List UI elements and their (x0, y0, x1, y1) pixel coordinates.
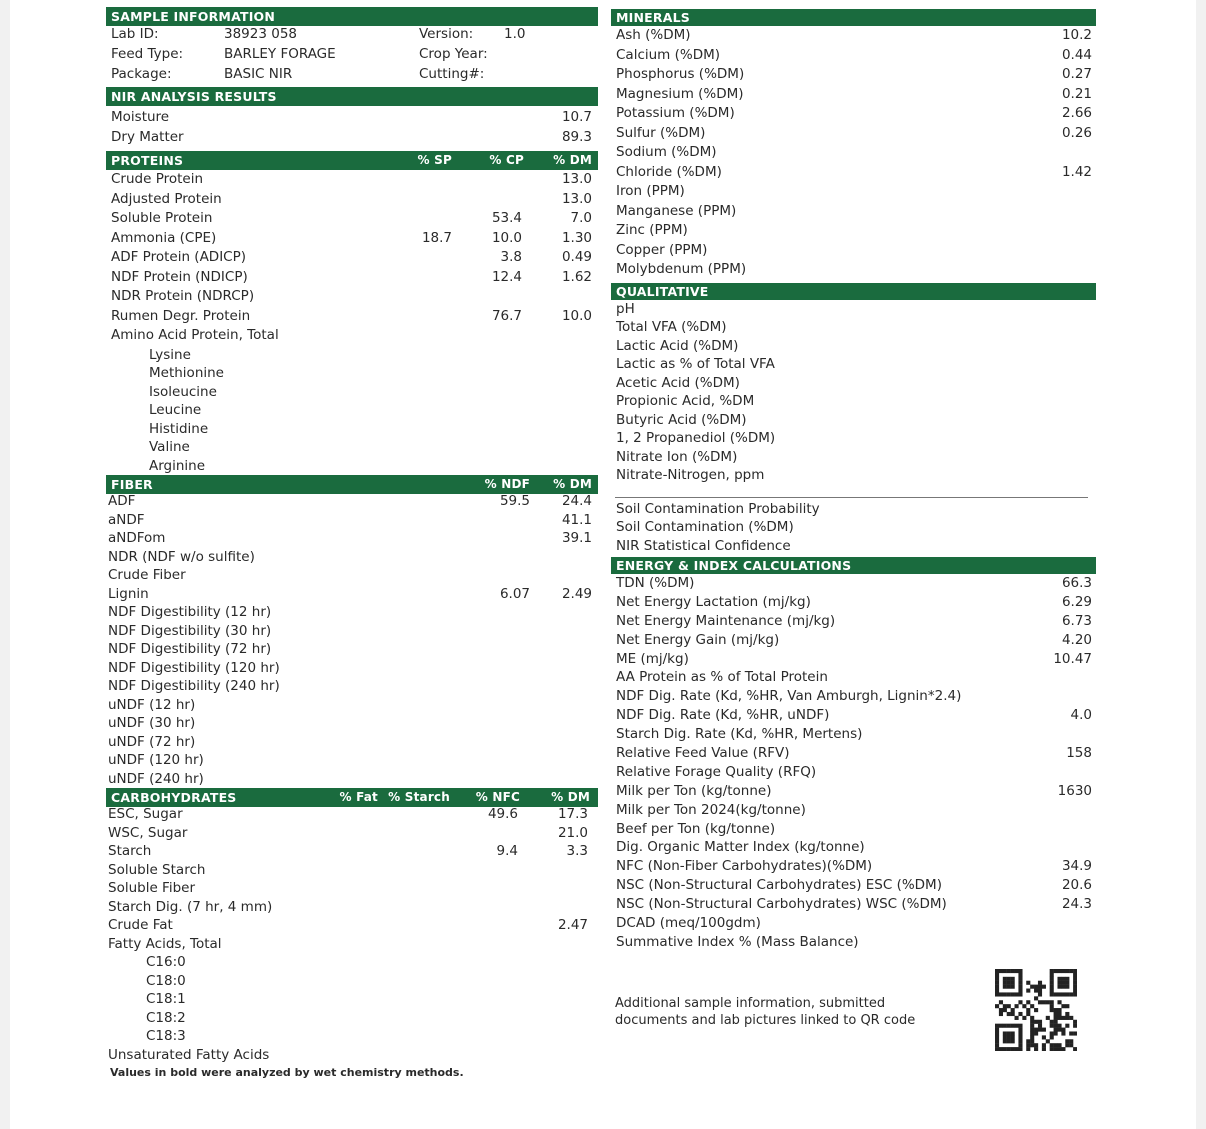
row-label: NSC (Non-Structural Carbohydrates) ESC (%DM) (616, 877, 942, 894)
table-row (611, 163, 1096, 183)
row-value: 13.0 (561, 171, 592, 187)
row-label: uNDF (120 hr) (108, 752, 204, 768)
row-value: 6.29 (1061, 593, 1092, 610)
row-label: uNDF (12 hr) (108, 696, 196, 713)
version-value: 1.0 (504, 26, 526, 42)
table-row (611, 593, 1096, 612)
carbs-header: CARBOHYDRATES % Fat % Starch % NFC % DM (106, 788, 598, 807)
row-label: uNDF (72 hr) (108, 733, 196, 750)
row-value: 1.62 (561, 268, 592, 285)
row-label: aNDF (108, 511, 145, 528)
table-row (611, 612, 1096, 631)
row-label: ME (mj/kg) (616, 650, 689, 667)
row-label: Crude Fiber (108, 567, 186, 583)
table-row (106, 529, 598, 548)
row-label: C18:3 (146, 1028, 186, 1044)
table-row (611, 182, 1096, 202)
row-label: NDF Digestibility (240 hr) (108, 678, 280, 694)
table-row (611, 241, 1096, 261)
row-label: pH (616, 300, 635, 317)
row-value: 3.8 (500, 249, 522, 265)
row-label: Starch (108, 843, 152, 859)
row-label: Iron (PPM) (616, 183, 685, 199)
table-row (106, 842, 598, 861)
row-value: 10.0 (561, 307, 592, 324)
row-value: 17.3 (557, 806, 588, 822)
row-label: TDN (%DM) (616, 575, 695, 591)
row-label: Valine (149, 439, 190, 455)
table-row (611, 500, 1096, 519)
table-row (106, 190, 598, 210)
table-row (611, 143, 1096, 163)
row-label: Phosphorus (%DM) (616, 66, 745, 82)
table-row (106, 383, 598, 402)
row-value: 10.0 (491, 229, 522, 246)
row-label: Histidine (149, 420, 209, 437)
table-row (611, 202, 1096, 222)
row-label: aNDFom (108, 530, 166, 546)
row-label: Soluble Protein (111, 210, 213, 226)
soil-section (611, 500, 1096, 556)
row-value: 7.0 (570, 210, 592, 226)
row-label: Lysine (149, 346, 191, 363)
row-value: 34.9 (1061, 858, 1092, 875)
row-value: 4.20 (1061, 631, 1092, 648)
table-row (611, 46, 1096, 66)
row-label: ADF Protein (ADICP) (111, 249, 247, 265)
row-label: C18:0 (146, 972, 186, 989)
energy-section (611, 574, 1096, 952)
table-row (611, 374, 1096, 393)
row-label: Lignin (108, 585, 149, 602)
table-row (611, 895, 1096, 914)
proteins-section (106, 170, 598, 475)
table-row (106, 457, 598, 476)
row-value: 10.2 (1061, 27, 1092, 43)
table-row (611, 411, 1096, 430)
table-row (611, 260, 1096, 280)
table-row (611, 448, 1096, 467)
table-row (106, 420, 598, 439)
row-label: NDF Digestibility (30 hr) (108, 622, 272, 639)
table-row (106, 935, 598, 954)
qualitative-header: QUALITATIVE (611, 283, 1096, 300)
row-value: 24.4 (561, 493, 592, 509)
table-row (106, 603, 598, 622)
row-label: Summative Index % (Mass Balance) (616, 933, 859, 950)
row-value: 6.73 (1061, 612, 1092, 629)
row-label: ADF (108, 493, 136, 509)
table-row (611, 857, 1096, 876)
row-label: Copper (PPM) (616, 241, 708, 258)
row-value: 49.6 (487, 806, 518, 822)
row-value: 13.0 (561, 190, 592, 207)
row-label: NIR Statistical Confidence (616, 537, 791, 554)
row-label: Fatty Acids, Total (108, 935, 222, 952)
version-label: Version: (419, 26, 474, 42)
table-row (611, 65, 1096, 85)
table-row (611, 876, 1096, 895)
table-row (106, 640, 598, 659)
row-value: 76.7 (491, 307, 522, 324)
row-label: Butyric Acid (%DM) (616, 411, 747, 428)
row-label: Net Energy Gain (mj/kg) (616, 631, 780, 648)
table-row (106, 585, 598, 604)
table-row (106, 1009, 598, 1028)
row-label: Lactic Acid (%DM) (616, 337, 739, 354)
row-label: Milk per Ton (kg/tonne) (616, 782, 772, 799)
table-row (106, 326, 598, 346)
row-label: Zinc (PPM) (616, 222, 688, 238)
table-row (106, 248, 598, 268)
row-label: NDR Protein (NDRCP) (111, 288, 255, 304)
table-row (106, 659, 598, 678)
row-value: 24.3 (1061, 896, 1092, 913)
table-row (106, 307, 598, 327)
footnote: Values in bold were analyzed by wet chemistry methods. (110, 1066, 464, 1079)
row-value: 6.07 (499, 585, 530, 602)
table-row (106, 209, 598, 229)
row-label: Crude Protein (111, 171, 204, 187)
row-label: NDF Digestibility (120 hr) (108, 659, 280, 676)
table-row (611, 914, 1096, 933)
table-row (106, 346, 598, 365)
row-value: 10.47 (1053, 650, 1092, 667)
row-label: NDF Protein (NDICP) (111, 268, 248, 285)
table-row (106, 696, 598, 715)
table-row (106, 229, 598, 249)
row-label: Lactic as % of Total VFA (616, 356, 775, 372)
crop-year-label: Crop Year: (419, 46, 488, 62)
energy-header: ENERGY & INDEX CALCULATIONS (611, 557, 1096, 574)
row-label: Manganese (PPM) (616, 202, 737, 219)
row-label: NDF Digestibility (12 hr) (108, 604, 272, 620)
table-row (611, 631, 1096, 650)
row-value: 0.27 (1061, 66, 1092, 82)
table-row (106, 622, 598, 641)
row-label: NDF Dig. Rate (Kd, %HR, uNDF) (616, 707, 830, 724)
row-label: Amino Acid Protein, Total (111, 327, 279, 343)
row-label: DCAD (meq/100gdm) (616, 915, 761, 932)
table-row (106, 438, 598, 457)
row-label: Milk per Ton 2024(kg/tonne) (616, 801, 806, 818)
table-row (106, 770, 598, 789)
carbs-section (106, 805, 598, 1064)
table-row (611, 124, 1096, 144)
row-value: 158 (1066, 745, 1092, 762)
table-row (106, 861, 598, 880)
table-row (611, 466, 1096, 485)
row-label: Ammonia (CPE) (111, 229, 217, 246)
table-row (611, 650, 1096, 669)
row-label: WSC, Sugar (108, 824, 188, 841)
row-value: 21.0 (557, 824, 588, 841)
qualitative-section (611, 300, 1096, 485)
minerals-section (611, 26, 1096, 280)
nir-header: NIR ANALYSIS RESULTS (106, 87, 598, 106)
table-row (106, 511, 598, 530)
row-label: Unsaturated Fatty Acids (108, 1046, 270, 1063)
table-row: Moisture 10.7 (111, 109, 592, 125)
row-label: C18:2 (146, 1009, 186, 1026)
cutting-label: Cutting#: (419, 66, 485, 82)
table-row (611, 104, 1096, 124)
table-row (611, 318, 1096, 337)
minerals-header: MINERALS (611, 9, 1096, 26)
table-row (611, 300, 1096, 319)
feed-type-value: BARLEY FORAGE (224, 46, 336, 62)
row-label: Crude Fat (108, 917, 173, 933)
sample-info (106, 26, 598, 85)
table-row (611, 26, 1096, 46)
row-value: 18.7 (421, 229, 452, 246)
table-row (106, 548, 598, 567)
row-label: Leucine (149, 402, 202, 418)
left-column (106, 5, 598, 1079)
divider (615, 497, 1088, 498)
table-row (611, 668, 1096, 687)
table-row (106, 751, 598, 770)
table-row (106, 714, 598, 733)
table-row (611, 537, 1096, 556)
table-row (106, 268, 598, 288)
row-value: 9.4 (496, 843, 518, 859)
row-label: Relative Feed Value (RFV) (616, 745, 790, 762)
table-row (106, 972, 598, 991)
row-value: 1630 (1057, 782, 1092, 799)
row-label: Methionine (149, 365, 224, 381)
row-label: Net Energy Maintenance (mj/kg) (616, 612, 836, 629)
row-value: 1.30 (561, 229, 592, 246)
row-label: uNDF (240 hr) (108, 770, 204, 787)
row-label: Arginine (149, 457, 206, 474)
table-row (611, 687, 1096, 706)
feed-type-label: Feed Type: (111, 46, 184, 62)
row-label: Potassium (%DM) (616, 105, 735, 121)
row-value: 1.42 (1061, 163, 1092, 180)
row-label: 1, 2 Propanediol (%DM) (616, 430, 776, 446)
qr-code-icon[interactable] (995, 969, 1077, 1051)
row-label: C18:1 (146, 991, 186, 1007)
table-row (106, 990, 598, 1009)
lab-id-value: 38923 058 (224, 26, 298, 42)
table-row (106, 1027, 598, 1046)
row-value: 0.49 (561, 249, 592, 265)
table-row (106, 677, 598, 696)
table-row (106, 898, 598, 917)
right-column (611, 7, 1096, 1028)
table-row (106, 824, 598, 843)
row-label: Total VFA (%DM) (616, 319, 727, 335)
table-row (611, 933, 1096, 952)
row-label: Chloride (%DM) (616, 163, 722, 180)
row-label: Relative Forage Quality (RFQ) (616, 763, 817, 780)
table-row (611, 782, 1096, 801)
table-row (611, 801, 1096, 820)
row-label: Nitrate-Nitrogen, ppm (616, 467, 765, 483)
table-row (106, 879, 598, 898)
row-label: NSC (Non-Structural Carbohydrates) WSC (%DM) (616, 896, 947, 913)
row-value: 53.4 (491, 210, 522, 226)
fiber-header: FIBER % NDF % DM (106, 475, 598, 494)
row-label: Net Energy Lactation (mj/kg) (616, 593, 811, 610)
row-label: ESC, Sugar (108, 806, 183, 822)
row-value: 3.3 (566, 843, 588, 859)
row-label: Propionic Acid, %DM (616, 393, 755, 409)
table-row (106, 287, 598, 307)
row-value: 2.66 (1061, 105, 1092, 121)
row-label: uNDF (30 hr) (108, 715, 196, 731)
row-label: Soil Contamination Probability (616, 500, 820, 517)
table-row (611, 429, 1096, 448)
table-row (106, 401, 598, 420)
table-row (611, 518, 1096, 537)
row-label: NDR (NDF w/o sulfite) (108, 548, 255, 565)
sample-info-header: SAMPLE INFORMATION (106, 7, 598, 26)
row-label: Soluble Starch (108, 861, 206, 878)
row-label: NFC (Non-Fiber Carbohydrates)(%DM) (616, 858, 873, 875)
table-row (611, 574, 1096, 593)
report-page (10, 0, 1196, 1129)
table-row (611, 355, 1096, 374)
row-label: C16:0 (146, 954, 186, 970)
row-label: Dig. Organic Matter Index (kg/tonne) (616, 839, 865, 856)
row-value: 39.1 (561, 530, 592, 546)
table-row (106, 953, 598, 972)
row-label: Isoleucine (149, 383, 217, 400)
row-label: Magnesium (%DM) (616, 85, 744, 102)
row-value: 0.44 (1061, 46, 1092, 63)
nir-section (106, 106, 598, 147)
table-row (611, 763, 1096, 782)
row-label: Ash (%DM) (616, 27, 691, 43)
row-value: 41.1 (561, 511, 592, 528)
table-row (106, 170, 598, 190)
row-value: 2.49 (561, 585, 592, 602)
row-value: 4.0 (1070, 707, 1092, 724)
lab-id-label: Lab ID: (111, 26, 159, 42)
row-value: 66.3 (1061, 575, 1092, 591)
table-row (611, 85, 1096, 105)
table-row (106, 492, 598, 511)
row-value: 20.6 (1061, 877, 1092, 894)
table-row (611, 725, 1096, 744)
table-row (611, 838, 1096, 857)
table-row (106, 364, 598, 383)
package-label: Package: (111, 66, 172, 82)
table-row (106, 1046, 598, 1065)
table-row (611, 337, 1096, 356)
table-row (611, 706, 1096, 725)
table-row (106, 805, 598, 824)
row-label: NDF Dig. Rate (Kd, %HR, Van Amburgh, Lignin*2.4) (616, 688, 962, 705)
row-label: Acetic Acid (%DM) (616, 374, 740, 391)
row-label: Starch Dig. (7 hr, 4 mm) (108, 898, 273, 915)
row-label: Adjusted Protein (111, 190, 222, 207)
table-row (106, 916, 598, 935)
fiber-section (106, 492, 598, 788)
qr-note: Additional sample information, submitted documents and lab pictures linked to QR code (615, 996, 916, 1028)
row-value: 0.26 (1061, 124, 1092, 141)
row-label: Nitrate Ion (%DM) (616, 448, 738, 465)
row-label: AA Protein as % of Total Protein (616, 669, 828, 686)
row-label: NDF Digestibility (72 hr) (108, 641, 272, 657)
table-row (611, 820, 1096, 839)
row-label: Starch Dig. Rate (Kd, %HR, Mertens) (616, 726, 863, 743)
row-value: 0.21 (1061, 85, 1092, 102)
row-label: Soil Contamination (%DM) (616, 519, 794, 535)
table-row (106, 733, 598, 752)
package-value: BASIC NIR (224, 66, 293, 82)
row-label: Soluble Fiber (108, 880, 196, 896)
table-row: Dry Matter 89.3 (111, 128, 592, 145)
table-row (611, 392, 1096, 411)
proteins-header: PROTEINS % SP % CP % DM (106, 151, 598, 170)
row-label: Sulfur (%DM) (616, 124, 706, 141)
row-label: Molybdenum (PPM) (616, 261, 747, 277)
row-value: 2.47 (557, 917, 588, 933)
row-value: 12.4 (491, 268, 522, 285)
row-label: Rumen Degr. Protein (111, 307, 251, 324)
row-label: Sodium (%DM) (616, 144, 717, 160)
row-value: 59.5 (499, 493, 530, 509)
table-row (611, 744, 1096, 763)
table-row (611, 221, 1096, 241)
row-label: Beef per Ton (kg/tonne) (616, 820, 776, 837)
row-label: Calcium (%DM) (616, 46, 721, 63)
table-row (106, 566, 598, 585)
